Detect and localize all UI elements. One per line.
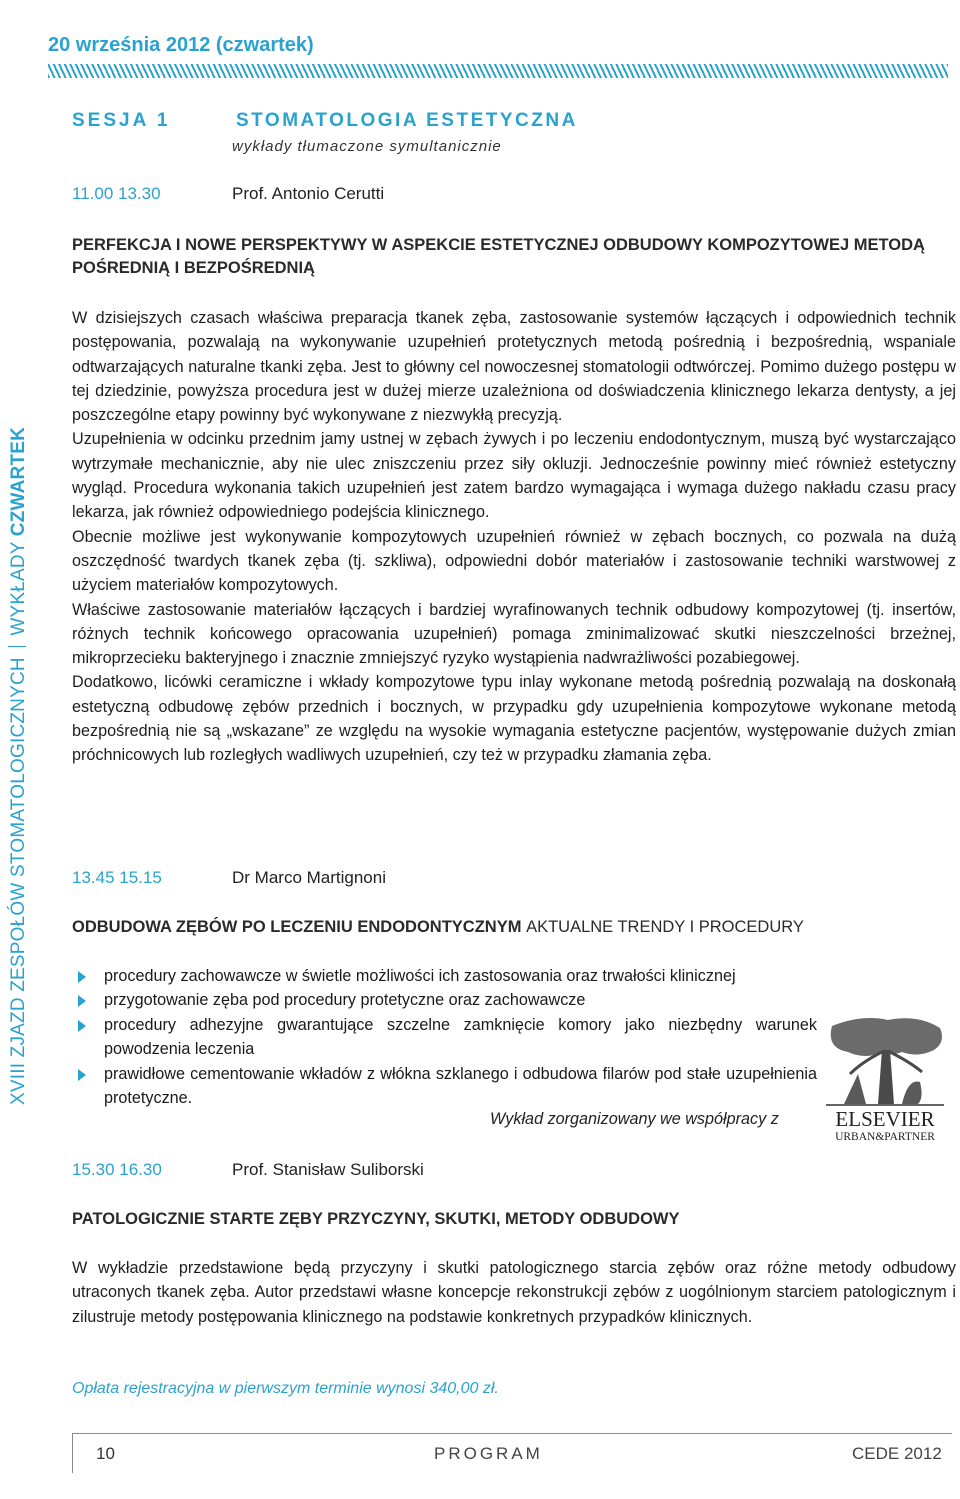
logo-name: ELSEVIER <box>835 1107 935 1131</box>
footer-divider <box>72 1433 952 1434</box>
lecture3-speaker: Prof. Stanisław Suliborski <box>232 1160 424 1179</box>
list-item: procedury zachowawcze w świetle możliwości ich zastosowania oraz trwałości klinicznej <box>72 964 817 988</box>
lecture1-time: 11.00 13.30 <box>72 184 161 203</box>
lecture1-paragraph: Właściwe zastosowanie materiałów łączących i bardziej wyrafinowanych technik odbudowy kompozytowej (tj. insertów, różnych technik końcowego opracowania uzupełnień) pomaga zminimalizować skutki nieszczelności brzeżnej, mikroprzecieku bakteryjnego i znacznie zmniejszyć ryzyko wystąpienia nadwrażliwości pozabiegowej. <box>72 600 956 668</box>
lecture1-paragraph: Obecnie możliwe jest wykonywanie kompozytowych uzupełnień również w zębach bocznych, co pozwala na dużą oszczędność twardych tkanek zęba (tj. szkliwa), odpowiedni dobór materiałów i zastosowanie techniki warstwowej z użyciem materiałów kompozytowych. <box>72 527 956 595</box>
lecture1-speaker: Prof. Antonio Cerutti <box>232 184 385 203</box>
sidebar-day: CZWARTEK <box>8 426 29 537</box>
lecture2-topic-list <box>72 964 817 1110</box>
lecture1-body <box>72 306 956 768</box>
lecture1-paragraph: Dodatkowo, licówki ceramiczne i wkłady kompozytowe typu inlay wykonane metodą pośrednią pozwalają na doskonałą estetyczną odbudowę zębów przednich i bocznych, w przypadku gdy uzupełnienia kompozytowe wykonane metodą bezpośrednią nie są „wskazane” ze względu na wysokie wymagania estetyczne pacjentów, występowanie dużych zmian próchnicowych lub rozległych wadliwych uzupełnień, czy też w przypadku złamania zęba. <box>72 673 956 765</box>
session-title: STOMATOLOGIA ESTETYCZNA <box>236 110 578 131</box>
lecture3-body <box>72 1256 956 1329</box>
lecture2-time: 13.45 15.15 <box>72 868 162 887</box>
lecture1-title: PERFEKCJA I NOWE PERSPEKTYWY W ASPEKCIE ESTETYCZNEJ ODBUDOWY KOMPOZYTOWEJ METODĄ POŚREDNIĄ I BEZPOŚREDNIĄ <box>72 236 925 277</box>
lecture1-paragraph: W dzisiejszych czasach właściwa preparacja tkanek zęba, zastosowanie systemów łączących i odpowiednich technik postępowania, pozwalają na wykonywanie uzupełnień protetycznych metodą pośrednią i bezpośrednią, wspaniale odtwarzających naturalne tkanki zęba. Jest to główny cel nowoczesnej stomatologii odtwórczej. Pomimo dużego postępu w tej dziedzinie, powyższa procedura jest w dużej mierze uzależniona od doświadczenia klinicznego lekarza dentysty, a jej poszczególne etapy powinny być wykonywane z niezwykłą precyzją. <box>72 309 956 425</box>
footer-program-label: PROGRAM <box>434 1444 543 1463</box>
lecture2-speaker: Dr Marco Martignoni <box>232 868 386 887</box>
sidebar-separator <box>8 646 26 648</box>
logo-subtitle: URBAN&PARTNER <box>835 1131 935 1142</box>
bullet-arrow-icon <box>78 1069 86 1081</box>
session-subtitle: wykłady tłumaczone symultanicznie <box>232 138 502 155</box>
lecture1-paragraph: Uzupełnienia w odcinku przednim jamy ustnej w zębach żywych i po leczeniu endodontycznym, muszą być wystarczająco wytrzymałe mechanicznie, aby nie ulec zniszczeniu przez siły okluzji. Jednocześnie powinny mieć również estetyczny wygląd. Procedura wykonania takich uzupełnień jest zatem bardzo wymagająca i wymaga dużego nakładu czasu pracy lekarza, jak również odpowiedniego podejścia klinicznego. <box>72 430 956 522</box>
sidebar-event: XVIII ZJAZD ZESPOŁÓW STOMATOLOGICZNYCH <box>8 657 29 1105</box>
list-item: przygotowanie zęba pod procedury protetyczne oraz zachowawcze <box>72 988 817 1012</box>
bullet-arrow-icon <box>78 1020 86 1032</box>
registration-fee-note: Opłata rejestracyjna w pierwszym terminie wynosi 340,00 zł. <box>72 1380 499 1397</box>
lecture3-time: 15.30 16.30 <box>72 1160 162 1179</box>
sidebar-section: WYKŁADY <box>8 541 29 636</box>
decorative-stripe <box>48 64 948 78</box>
list-item: procedury adhezyjne gwarantujące szczelne zamknięcie komory jako niezbędny warunek powodzenia leczenia <box>72 1013 817 1062</box>
lecture3-paragraph: W wykładzie przedstawione będą przyczyny i skutki patologicznego starcia zębów oraz różne metody odbudowy utraconych tkanek zęba. Autor przedstawi własne koncepcje rekonstrukcji zębów z uogólnionym starciem patologicznym i zilustruje metody postępowania klinicznego na podstawie konkretnych przypadków klinicznych. <box>72 1259 956 1326</box>
session-label: SESJA 1 <box>72 110 171 131</box>
sidebar <box>0 0 34 1499</box>
bullet-arrow-icon <box>78 995 86 1007</box>
lecture2-title <box>72 916 952 939</box>
lecture2-title-main: ODBUDOWA ZĘBÓW PO LECZENIU ENDODONTYCZNYM <box>72 918 522 936</box>
footer-tick <box>72 1433 73 1473</box>
list-item: prawidłowe cementowanie wkładów z włókna szklanego i odbudowa filarów pod stałe uzupełnienia protetyczne. <box>72 1062 817 1111</box>
elsevier-logo <box>822 1012 948 1142</box>
footer-event-label: CEDE 2012 <box>852 1444 942 1463</box>
page-date: 20 września 2012 (czwartek) <box>48 34 314 56</box>
sponsor-note: Wykład zorganizowany we współpracy z <box>490 1110 779 1128</box>
sidebar-caption <box>8 427 30 1105</box>
bullet-arrow-icon <box>78 971 86 983</box>
page-number: 10 <box>96 1444 115 1463</box>
lecture2-title-sub: AKTUALNE TRENDY I PROCEDURY <box>526 918 804 936</box>
lecture3-title: PATOLOGICZNIE STARTE ZĘBY PRZYCZYNY, SKUTKI, METODY ODBUDOWY <box>72 1210 680 1228</box>
